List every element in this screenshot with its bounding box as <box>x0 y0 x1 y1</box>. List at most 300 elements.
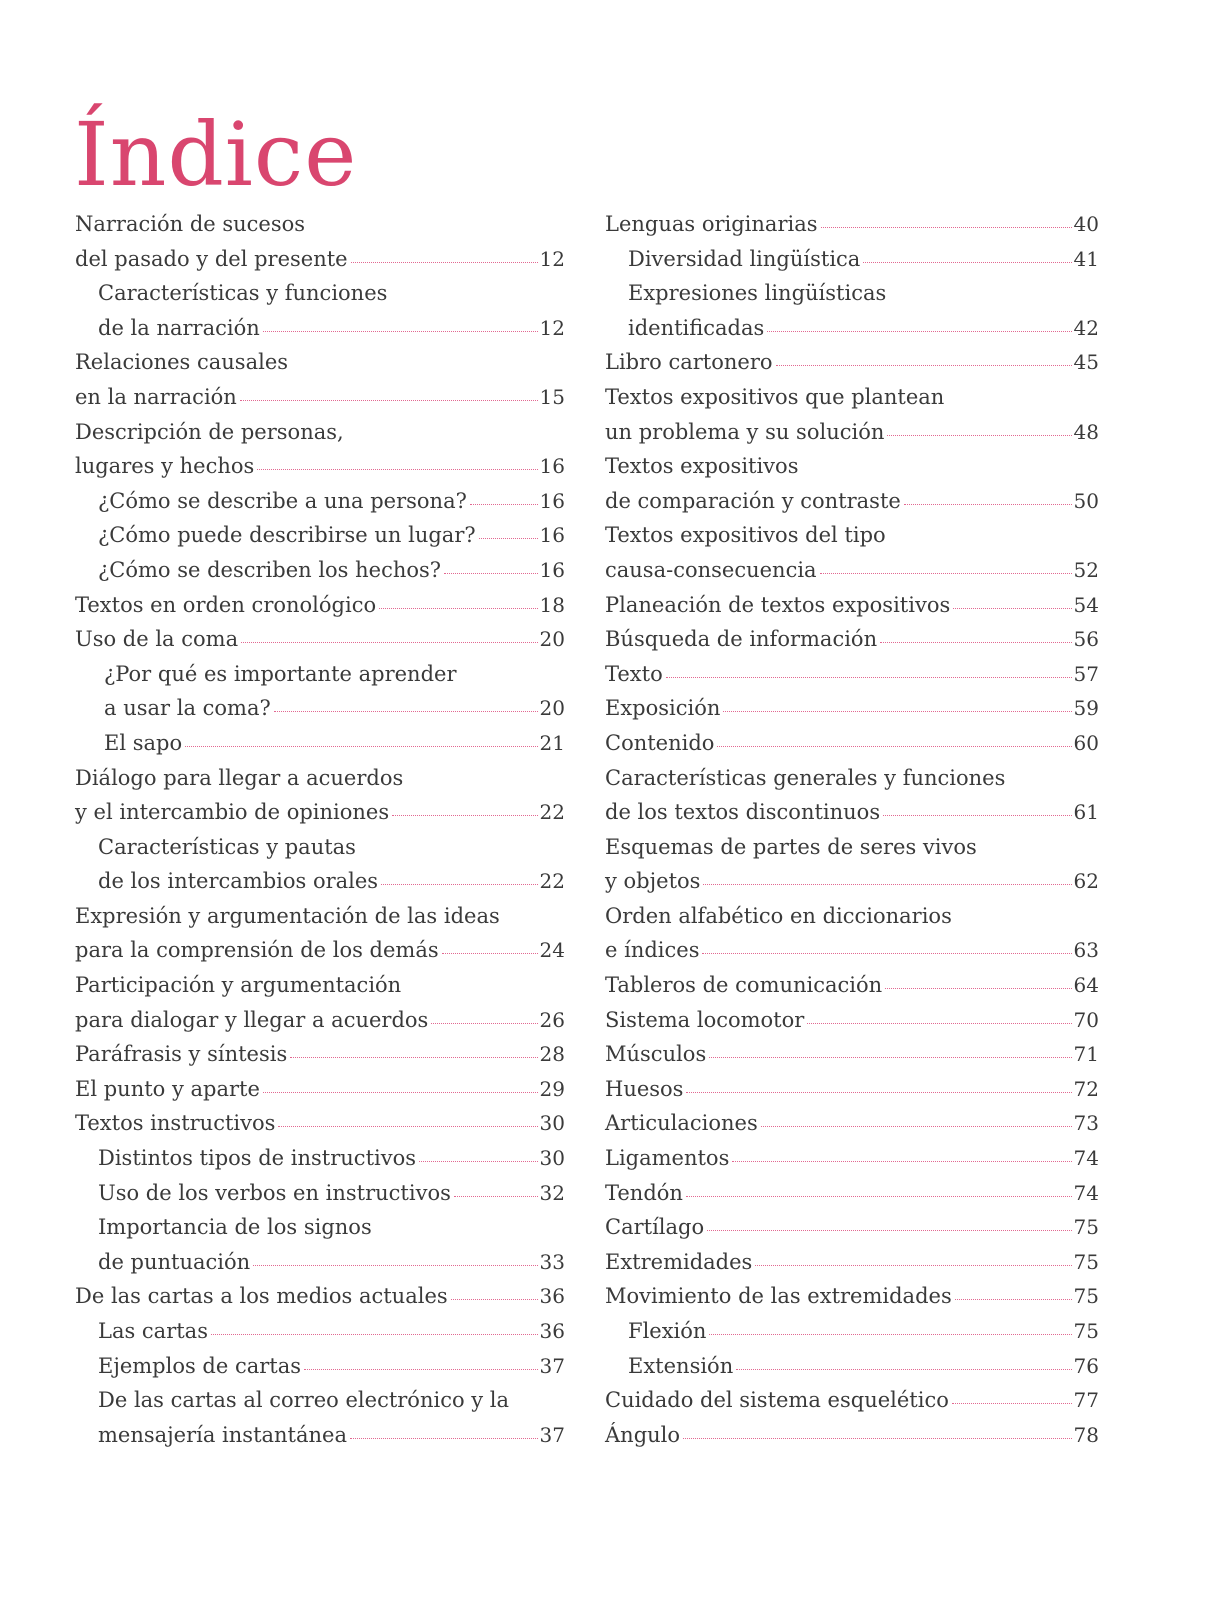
toc-page-number: 24 <box>539 938 565 963</box>
page-title: Índice <box>74 102 358 206</box>
toc-entry-line <box>75 1072 565 1107</box>
toc-entry-line <box>75 380 565 415</box>
toc-entry-line <box>605 691 1099 726</box>
toc-entry-text: Importancia de los signos <box>98 1215 372 1240</box>
toc-entry[interactable] <box>605 622 1099 657</box>
toc-page-number: 59 <box>1073 696 1099 721</box>
toc-entry-line <box>605 1037 1099 1072</box>
toc-entry[interactable] <box>75 588 565 623</box>
toc-entry-line <box>605 415 1099 450</box>
toc-page-number: 77 <box>1073 1388 1099 1413</box>
dot-leader <box>683 1438 1072 1439</box>
toc-entry[interactable] <box>605 830 1099 899</box>
toc-entry-text: Ejemplos de cartas <box>98 1353 302 1378</box>
toc-entry-text: Textos en orden cronológico <box>75 592 377 617</box>
toc-entry-text: Expresión y argumentación de las ideas <box>75 903 500 928</box>
toc-entry-line <box>605 588 1099 623</box>
toc-entry-text: ¿Cómo puede describirse un lugar? <box>98 523 476 548</box>
toc-entry-line <box>75 1383 565 1418</box>
toc-page-number: 62 <box>1073 869 1099 894</box>
toc-entry-line <box>75 553 565 588</box>
dot-leader <box>880 642 1071 643</box>
toc-entry[interactable] <box>605 276 1099 345</box>
toc-page-number: 45 <box>1073 350 1099 375</box>
toc-entry-line <box>75 761 565 796</box>
toc-entry-text: de puntuación <box>98 1249 251 1274</box>
toc-entry-line <box>605 795 1099 830</box>
toc-entry-line <box>605 207 1099 242</box>
toc-entry-line <box>75 518 565 553</box>
toc-page-number: 12 <box>539 315 565 340</box>
toc-page-number: 22 <box>539 869 565 894</box>
dot-leader <box>952 1403 1072 1404</box>
toc-entry[interactable] <box>75 1176 565 1211</box>
toc-entry-line <box>75 830 565 865</box>
toc-entry-text: Movimiento de las extremidades <box>605 1284 952 1309</box>
dot-leader <box>211 1334 538 1335</box>
toc-entry-text: y el intercambio de opiniones <box>75 800 390 825</box>
toc-entry[interactable] <box>605 1106 1099 1141</box>
toc-entry[interactable] <box>75 622 565 657</box>
toc-entry-line <box>75 1279 565 1314</box>
toc-page-number: 32 <box>539 1180 565 1205</box>
toc-entry-line <box>75 1176 565 1211</box>
toc-page-number: 52 <box>1073 557 1099 582</box>
dot-leader <box>419 1161 538 1162</box>
toc-entry[interactable] <box>75 1279 565 1314</box>
toc-entry-text: Exposición <box>605 696 721 721</box>
dot-leader <box>263 1092 538 1093</box>
dot-leader <box>686 1196 1072 1197</box>
toc-entry-line <box>605 1003 1099 1038</box>
toc-entry[interactable] <box>75 553 565 588</box>
toc-entry[interactable] <box>605 1003 1099 1038</box>
toc-entry-text: Uso de la coma <box>75 627 239 652</box>
dot-leader <box>686 1092 1071 1093</box>
toc-entry[interactable] <box>605 1383 1099 1418</box>
dot-leader <box>709 1334 1071 1335</box>
toc-entry[interactable] <box>605 1279 1099 1314</box>
toc-entry-text: de los textos discontinuos <box>605 800 881 825</box>
toc-entry[interactable] <box>605 657 1099 692</box>
toc-entry[interactable] <box>605 1314 1099 1349</box>
toc-entry-line <box>75 1245 565 1280</box>
toc-page-number: 21 <box>539 730 565 755</box>
dot-leader <box>703 884 1071 885</box>
toc-entry[interactable] <box>75 899 565 968</box>
toc-entry[interactable] <box>605 380 1099 449</box>
toc-entry-text: de comparación y contraste <box>605 488 901 513</box>
toc-entry-text: De las cartas al correo electrónico y la <box>98 1388 510 1413</box>
toc-entry-line <box>75 1349 565 1384</box>
toc-entry[interactable] <box>75 484 565 519</box>
toc-entry-line <box>75 311 565 346</box>
toc-entry[interactable] <box>75 1072 565 1107</box>
toc-page-number: 74 <box>1073 1146 1099 1171</box>
toc-entry-text: del pasado y del presente <box>75 246 348 271</box>
dot-leader <box>241 642 537 643</box>
toc-page-number: 41 <box>1073 246 1099 271</box>
dot-leader <box>707 1230 1071 1231</box>
dot-leader <box>761 1126 1072 1127</box>
toc-entry-line <box>605 276 1099 311</box>
toc-page-number: 48 <box>1073 419 1099 444</box>
dot-leader <box>304 1369 538 1370</box>
toc-entry-line <box>605 899 1099 934</box>
toc-entry[interactable] <box>605 1072 1099 1107</box>
dot-leader <box>755 1265 1071 1266</box>
toc-entry-line <box>605 1245 1099 1280</box>
toc-page-number: 16 <box>539 454 565 479</box>
toc-entry[interactable] <box>605 1037 1099 1072</box>
toc-entry-line <box>605 1279 1099 1314</box>
toc-entry-line <box>605 968 1099 1003</box>
toc-entry-text: ¿Por qué es importante aprender <box>104 661 457 686</box>
toc-page-number: 57 <box>1073 661 1099 686</box>
toc-entry-text: mensajería instantánea <box>98 1422 347 1447</box>
toc-entry-line <box>605 553 1099 588</box>
dot-leader <box>278 1126 537 1127</box>
toc-entry[interactable] <box>605 899 1099 968</box>
toc-entry-text: Uso de los verbos en instructivos <box>98 1180 451 1205</box>
toc-page-number: 75 <box>1073 1215 1099 1240</box>
toc-page-number: 36 <box>539 1284 565 1309</box>
toc-entry-text: de la narración <box>98 315 260 340</box>
toc-entry-text: Características y pautas <box>98 834 356 859</box>
toc-entry-line <box>605 311 1099 346</box>
toc-entry[interactable] <box>605 449 1099 518</box>
toc-entry-line <box>75 933 565 968</box>
toc-entry-text: Narración de sucesos <box>75 212 306 236</box>
toc-entry-text: para la comprensión de los demás <box>75 938 439 963</box>
toc-page-number: 22 <box>539 800 565 825</box>
toc-entry-text: Sistema locomotor <box>605 1007 805 1032</box>
toc-entry-text: Extensión <box>628 1353 734 1378</box>
toc-entry-text: Libro cartonero <box>605 350 773 375</box>
toc-page-number: 54 <box>1073 592 1099 617</box>
toc-entry-line <box>75 1210 565 1245</box>
toc-entry-line <box>75 657 565 692</box>
toc-entry-line <box>75 345 565 380</box>
toc-entry[interactable] <box>75 518 565 553</box>
toc-entry-line <box>605 1210 1099 1245</box>
toc-entry[interactable] <box>605 242 1099 277</box>
toc-page-number: 16 <box>539 557 565 582</box>
toc-entry-text: Búsqueda de información <box>605 627 878 652</box>
toc-page-number: 26 <box>539 1007 565 1032</box>
toc-entry-line <box>605 1383 1099 1418</box>
toc-entry-line <box>605 1314 1099 1349</box>
toc-entry-line <box>75 899 565 934</box>
toc-entry-text: lugares y hechos <box>75 454 255 479</box>
toc-entry[interactable] <box>75 657 565 726</box>
dot-leader <box>253 1265 537 1266</box>
toc-page-number: 37 <box>539 1353 565 1378</box>
toc-entry-text: ¿Cómo se describen los hechos? <box>98 557 442 582</box>
toc-page-number: 15 <box>539 384 565 409</box>
dot-leader <box>442 953 538 954</box>
toc-entry-line <box>605 1106 1099 1141</box>
toc-entry-text: Esquemas de partes de seres vivos <box>605 834 977 859</box>
toc-page-number: 33 <box>539 1249 565 1274</box>
toc-entry[interactable] <box>75 968 565 1037</box>
toc-entry-text: a usar la coma? <box>104 696 271 721</box>
toc-entry[interactable] <box>605 968 1099 1003</box>
toc-entry-text: Lenguas originarias <box>605 212 818 236</box>
dot-leader <box>953 608 1071 609</box>
toc-page-number: 28 <box>539 1042 565 1067</box>
toc-entry-line <box>605 242 1099 277</box>
toc-entry-text: Tableros de comunicación <box>605 973 883 998</box>
toc-page-number: 16 <box>539 488 565 513</box>
toc-page-number: 30 <box>539 1146 565 1171</box>
toc-entry-line <box>75 415 565 450</box>
dot-leader <box>392 815 537 816</box>
toc-page-number: 40 <box>1073 212 1099 236</box>
dot-leader <box>723 711 1071 712</box>
toc-entry-text: Textos instructivos <box>75 1111 276 1136</box>
toc-entry[interactable] <box>75 830 565 899</box>
dot-leader <box>732 1161 1071 1162</box>
dot-leader <box>666 677 1072 678</box>
toc-entry-text: e índices <box>605 938 700 963</box>
dot-leader <box>257 469 537 470</box>
toc-page-number: 75 <box>1073 1249 1099 1274</box>
toc-entry[interactable] <box>605 518 1099 587</box>
toc-entry[interactable] <box>605 726 1099 761</box>
toc-entry-text: Paráfrasis y síntesis <box>75 1042 288 1067</box>
toc-entry-line <box>75 1314 565 1349</box>
toc-entry-line <box>75 968 565 1003</box>
toc-entry[interactable] <box>605 761 1099 830</box>
dot-leader <box>904 504 1072 505</box>
dot-leader <box>863 262 1071 263</box>
dot-leader <box>776 365 1072 366</box>
toc-page-number: 73 <box>1073 1111 1099 1136</box>
toc-entry[interactable] <box>605 1176 1099 1211</box>
toc-page-number: 16 <box>539 523 565 548</box>
toc-entry[interactable] <box>75 345 565 414</box>
toc-entry-text: ¿Cómo se describe a una persona? <box>98 488 467 513</box>
toc-page-number: 63 <box>1073 938 1099 963</box>
dot-leader <box>290 1057 537 1058</box>
toc-entry[interactable] <box>75 761 565 830</box>
toc-page-number: 64 <box>1073 973 1099 998</box>
dot-leader <box>350 1438 538 1439</box>
dot-leader <box>479 538 538 539</box>
toc-entry-line <box>605 484 1099 519</box>
toc-entry[interactable] <box>605 207 1099 242</box>
toc-entry[interactable] <box>605 691 1099 726</box>
toc-entry-text: Diversidad lingüística <box>628 246 861 271</box>
dot-leader <box>702 953 1071 954</box>
toc-entry[interactable] <box>75 1106 565 1141</box>
toc-entry-line <box>75 1003 565 1038</box>
dot-leader <box>263 331 538 332</box>
dot-leader <box>379 608 537 609</box>
toc-entry-text: Tendón <box>605 1180 683 1205</box>
dot-leader <box>821 227 1072 228</box>
toc-entry-text: y objetos <box>605 869 701 894</box>
toc-entry[interactable] <box>605 1141 1099 1176</box>
toc-page-number: 42 <box>1073 315 1099 340</box>
toc-entry-text: Características y funciones <box>98 281 388 306</box>
toc-page-number: 29 <box>539 1076 565 1101</box>
toc-entry-line <box>605 1072 1099 1107</box>
toc-entry-line <box>605 830 1099 865</box>
toc-entry[interactable] <box>75 415 565 484</box>
toc-entry-text: de los intercambios orales <box>98 869 379 894</box>
toc-entry[interactable] <box>75 1037 565 1072</box>
toc-entry[interactable] <box>75 207 565 276</box>
toc-entry-line <box>75 588 565 623</box>
toc-entry-line <box>605 726 1099 761</box>
toc-entry-line <box>75 1106 565 1141</box>
toc-entry-text: Ligamentos <box>605 1146 730 1171</box>
toc-page-number: 36 <box>539 1319 565 1343</box>
dot-leader <box>887 435 1071 436</box>
toc-entry-text: Cuidado del sistema esquelético <box>605 1388 949 1413</box>
toc-page-number: 18 <box>539 592 565 617</box>
toc-entry-text: De las cartas a los medios actuales <box>75 1284 448 1309</box>
toc-entry-text: Textos expositivos que plantean <box>605 384 945 409</box>
toc-entry-text: Cartílago <box>605 1215 705 1240</box>
toc-entry-text: Ángulo <box>605 1422 681 1447</box>
toc-entry-text: causa-consecuencia <box>605 557 817 582</box>
toc-entry-text: identificadas <box>628 315 765 340</box>
dot-leader <box>444 573 538 574</box>
toc-entry-text: Textos expositivos del tipo <box>605 523 886 548</box>
dot-leader <box>451 1299 538 1300</box>
toc-entry-line <box>605 1176 1099 1211</box>
dot-leader <box>431 1023 537 1024</box>
toc-page-number: 56 <box>1073 627 1099 652</box>
toc-entry-line <box>605 622 1099 657</box>
toc-entry[interactable] <box>75 726 565 761</box>
toc-entry-line <box>75 484 565 519</box>
dot-leader <box>709 1057 1071 1058</box>
toc-entry-text: Planeación de textos expositivos <box>605 592 951 617</box>
toc-entry-text: Descripción de personas, <box>75 419 344 444</box>
toc-entry-line <box>605 761 1099 796</box>
dot-leader <box>351 262 538 263</box>
toc-entry-text: El punto y aparte <box>75 1076 260 1101</box>
toc-entry-line <box>75 864 565 899</box>
toc-page-number: 71 <box>1073 1042 1099 1067</box>
toc-entry[interactable] <box>605 1210 1099 1245</box>
toc-page-number: 61 <box>1073 800 1099 825</box>
toc-entry[interactable] <box>75 1383 565 1452</box>
toc-entry-text: Relaciones causales <box>75 350 289 375</box>
toc-entry-line <box>605 657 1099 692</box>
toc-entry-text: Orden alfabético en diccionarios <box>605 903 952 928</box>
toc-page-number: 75 <box>1073 1319 1099 1343</box>
toc-entry-text: Diálogo para llegar a acuerdos <box>75 765 404 790</box>
toc-entry-line <box>605 1418 1099 1453</box>
toc-left-column <box>75 207 565 1452</box>
toc-entry-text: un problema y su solución <box>605 419 885 444</box>
toc-entry[interactable] <box>605 345 1099 380</box>
dot-leader <box>381 884 537 885</box>
dot-leader <box>240 400 538 401</box>
toc-entry-text: en la narración <box>75 384 237 409</box>
toc-page-number: 76 <box>1073 1353 1099 1378</box>
toc-entry[interactable] <box>605 1245 1099 1280</box>
dot-leader <box>736 1369 1071 1370</box>
toc-entry-line <box>605 380 1099 415</box>
toc-entry[interactable] <box>75 1210 565 1279</box>
toc-entry[interactable] <box>605 1418 1099 1453</box>
toc-entry-text: Texto <box>605 661 663 686</box>
toc-entry-line <box>75 242 565 277</box>
dot-leader <box>274 711 538 712</box>
dot-leader <box>807 1023 1071 1024</box>
toc-entry-text: Huesos <box>605 1076 684 1101</box>
toc-page-number: 20 <box>539 696 565 721</box>
toc-entry[interactable] <box>75 1141 565 1176</box>
toc-entry-line <box>605 1141 1099 1176</box>
toc-entry-text: Participación y argumentación <box>75 973 402 998</box>
toc-entry[interactable] <box>605 1349 1099 1384</box>
dot-leader <box>820 573 1072 574</box>
toc-entry-text: Textos expositivos <box>605 454 799 479</box>
toc-entry-text: Las cartas <box>98 1319 208 1343</box>
toc-entry-text: El sapo <box>104 730 183 755</box>
toc-page-number: 30 <box>539 1111 565 1136</box>
toc-page-number: 78 <box>1073 1422 1099 1447</box>
toc-page-number: 20 <box>539 627 565 652</box>
toc-entry-line <box>605 449 1099 484</box>
toc-entry-text: Músculos <box>605 1042 707 1067</box>
dot-leader <box>767 331 1071 332</box>
toc-entry-line <box>75 1037 565 1072</box>
toc-entry-text: Articulaciones <box>605 1111 758 1136</box>
toc-entry-text: Distintos tipos de instructivos <box>98 1146 417 1171</box>
dot-leader <box>185 746 537 747</box>
toc-entry-text: Expresiones lingüísticas <box>628 281 887 306</box>
toc-entry-line <box>75 795 565 830</box>
toc-entry[interactable] <box>75 1314 565 1349</box>
toc-entry-text: Flexión <box>628 1319 707 1343</box>
toc-page-number: 12 <box>539 246 565 271</box>
toc-entry-text: Características generales y funciones <box>605 765 1006 790</box>
dot-leader <box>883 815 1071 816</box>
toc-entry-line <box>75 1418 565 1453</box>
toc-entry-line <box>75 691 565 726</box>
toc-page-number: 37 <box>539 1422 565 1447</box>
toc-entry-line <box>605 345 1099 380</box>
toc-page-number: 60 <box>1073 730 1099 755</box>
dot-leader <box>955 1299 1072 1300</box>
toc-entry-line <box>605 518 1099 553</box>
toc-entry[interactable] <box>75 276 565 345</box>
toc-entry-line <box>75 1141 565 1176</box>
toc-page-number: 74 <box>1073 1180 1099 1205</box>
dot-leader <box>454 1196 538 1197</box>
dot-leader <box>470 504 538 505</box>
toc-entry-line <box>75 726 565 761</box>
toc-entry-text: Extremidades <box>605 1249 753 1274</box>
toc-entry-line <box>605 1349 1099 1384</box>
dot-leader <box>717 746 1071 747</box>
toc-page-number: 75 <box>1073 1284 1099 1309</box>
toc-entry[interactable] <box>75 1349 565 1384</box>
dot-leader <box>885 988 1071 989</box>
toc-entry-line <box>75 207 565 242</box>
toc-entry-line <box>75 276 565 311</box>
toc-entry[interactable] <box>605 588 1099 623</box>
toc-entry-line <box>605 864 1099 899</box>
